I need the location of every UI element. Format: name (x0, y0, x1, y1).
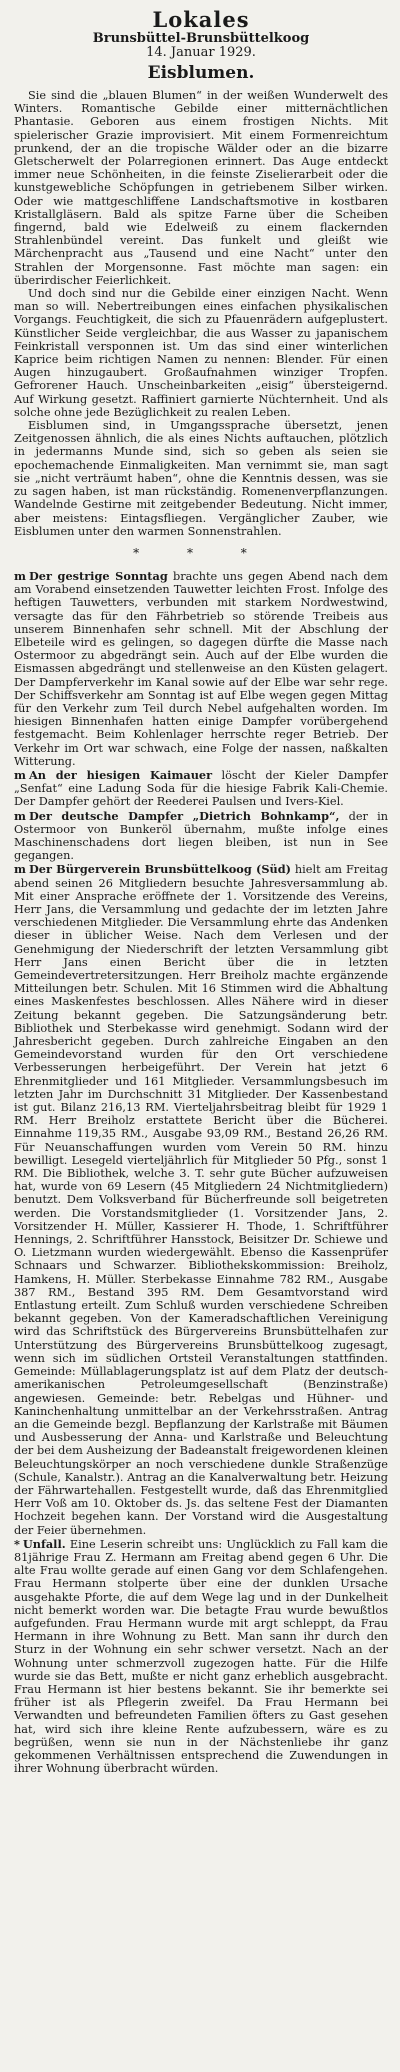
section-separator: * * * (133, 545, 269, 560)
news-item (14, 810, 388, 863)
news-text: brachte uns gegen Abend nach dem am Vorabend einsetzenden Tauwetter leichten Frost. Infolge des heftigen Tauwetters, verbunden mit starkem Nordwestwind, versagte das für den Fährbetrieb so störende Treibeis aus unserem Binnenhafen sehr schnell. Mit der Abschlung der Elbeteile wird es gelingen, so dagegen dürfte die Masse nach Ostermoor zu abgedrängt sein. Auch auf der Elbe wurden die Eismassen abgedrängt und stellenweise an den Küsten gelagert. Der Dampferverkehr im Kanal sowie auf der Elbe war sehr rege. Der Schiffsverkehr am Sonntag ist auf Elbe wegen gegen Mittag für den Verkehr zum Teil durch Nebel aufgehalten worden. Im hiesigen Binnenhafen hatten einige Dampfer vorübergehend festgemacht. Beim Kohlenlager herrschte reger Betrieb. Der Verkehr im Ort war schwach, eine Folge der nassen, naßkalten Witterung. (14, 569, 388, 768)
news-lead: Der Bürgerverein Brunsbüttelkoog (Süd) (28, 862, 291, 877)
news-marker: m (14, 862, 26, 877)
issue-date: 14. Januar 1929. (146, 45, 256, 60)
feuilleton-paragraph: Sie sind die „blauen Blumen“ in der weißen Wunderwelt des Winters. Romantische Gebilde einer mitternächtlichen Phantasie. Geboren aus einem frostigen Nichts. Mit spielerischer Grazie improvisiert. Mit einem Formenreichtum prunkend, der an die tropische Wälder oder an die bizarre Gletscherwelt der Polarregionen erinnert. Das Auge entdeckt immer neue Schönheiten, in die feinste Ziselierarbeit oder die kunstgewebliche Schöpfungen in getriebenem Silber wirken. Oder wie mattgeschliffene Landschaftsmotive in kostbaren Kristallgläsern. Bald als spitze Farne über die Scheiben fingernd, bald wie Edelweiß zu einem flackernden Strahlenbündel vereint. Das funkelt und gleißt wie Märchenpracht aus „Tausend und eine Nacht“ unter den Strahlen der Morgensonne. Fast möchte man sagen: ein überirdischer Feierlichkeit. (14, 89, 388, 287)
news-item (14, 863, 388, 1536)
news-lead: Der gestrige Sonntag (28, 568, 168, 583)
news-item (14, 1538, 388, 1776)
news-text: Eine Leserin schreibt uns: Unglücklich zu Fall kam die 81jährige Frau Z. Hermann am Freitag abend gegen 6 Uhr. Die alte Frau wollte gerade auf einen Gang vor dem Schlafengehen. Frau Hermann stolperte über eine der dunklen Ursache ausgehakte Pforte, die auf dem Wege lag und in der Dunkelheit nicht bemerkt worden war. Die betagte Frau wurde bewußtlos aufgefunden. Frau Hermann wurde mit argt schleppt, da Frau Hermann in ihre Wohnung zu Bett. Man sann ihr durch den Sturz in der Wohnung ein sehr schwer versetzt. Nach an der Wohnung unter schmerzvoll zugezogen hatte. Für die Hilfe wurde sie das Bett, mußte er nicht ganz erheblich ausgebracht. Frau Hermann ist hier bestens bekannt. Sie ihr bemerkte sei früher ist als Pflegerin zweifel. Da Frau Hermann bei Verwandten und befreundeten Familien öfters zu Gast gesehen hat, wird sich ihre kleine Rente aufzubessern, wäre es zu begrüßen, wenn sie nun in der Nächstenliebe ihr ganz gekommenen Verhältnissen entsprechend die Zuwendungen in ihrer Wohnung überbracht würden. (14, 1537, 388, 1776)
feuilleton-body (14, 89, 388, 538)
news-lead: Unfall. (22, 1536, 66, 1551)
local-news (14, 570, 388, 1775)
news-text: löscht der Kieler Dampfer „Senfat“ eine Ladung Soda für die hiesige Fabrik Kali-Chemie. Der Dampfer gehört der Reederei Paulsen und Ivers-Kiel. (14, 768, 388, 809)
news-item (14, 769, 388, 809)
dateline: Brunsbüttel-Brunsbüttelkoog (92, 31, 310, 46)
news-text: der in Ostermoor von Bunkeröl übernahm, mußte infolge eines Maschinenschadens dort liegen bleiben, ist nun in See gegangen. (14, 809, 388, 863)
feuilleton-paragraph: Und doch sind nur die Gebilde einer einzigen Nacht. Wenn man so will. Nebertreibungen eines einfachen physikalischen Vorgangs. Feuchtigkeit, die sich zu Pfauenrädern aufgeplustert. Künstlicher Seide vergleichbar, die aus Wasser zu japanischem Feinkristall versponnen ist. Um das sind einer winterlichen Kaprice beim richtigen Namen zu nennen: Blender. Für einen Augen hinzugaubert. Großaufnahmen winziger Tropfen. Gefrorener Hauch. Unscheinbarkeiten „eisig“ übersteigernd. Auf Wirkung gesetzt. Raffiniert garnierte Nüchternheit. Und als solche ohne jede Bezüglichkeit zu realen Leben. (14, 287, 388, 419)
feuilleton-paragraph: Eisblumen sind, in Umgangssprache übersetzt, jenen Zeitgenossen ähnlich, die als eines Nichts auftauchen, plötzlich in jedermanns Munde sind, sich so geben als seien sie epochemachende Einmaligkeiten. Man vernimmt sie, man sagt sie „nicht verträumt haben“, ohne die Kenntnis dessen, was sie zu sagen haben, ist man rückständig. Romenenverpflanzungen. Wandelnde Gestirne mit zeitgebender Bedeutung. Nicht immer, aber meistens: Eintagsfliegen. Vergänglicher Zauber, wie Eisblumen unter den warmen Sonnenstrahlen. (14, 419, 388, 538)
feuilleton-headline: Eisblumen. (147, 63, 255, 83)
news-text: hielt am Freitag abend seinen 26 Mitgliedern besuchte Jahresversammlung ab. Mit einer Ansprache eröffnete der 1. Vorsitzende des Vereins, Herr Jans, die Versammlung und gedachte der im letzten Jahre verschiedenen Mitglieder. Die Versammlung ehrte das Andenken dieser in üblicher Weise. Nach dem Verlesen und der Genehmigung der Niederschrift der letzten Versammlung gibt Herr Jans einen Bericht über die in letzten Gemeindevertretersitzungen. Herr Breiholz machte ergänzende Mitteilungen betr. Schulen. Mit 16 Stimmen wird die Abhaltung eines Maskenfestes beschlossen. Alles Nähere wird in dieser Zeitung bekannt gegeben. Die Satzungsänderung betr. Bibliothek und Sterbekasse wird genehmigt. Sodann wird der Jahresbericht gegeben. Durch zahlreiche Eingaben an den Gemeindevorstand wurden für den Ort verschiedene Verbesserungen herbeigeführt. Der Verein hat jetzt 6 Ehrenmitglieder und 161 Mitglieder. Versammlungsbesuch im letzten Jahr im Durchschnitt 31 Mitglieder. Der Kassenbestand ist gut. Bilanz 216,13 RM. Vierteljahrsbeitrag bleibt für 1929 1 RM. Herr Breiholz erstattete Bericht über die Bücherei. Einnahme 119,35 RM., Ausgabe 93,09 RM., Bestand 26,26 RM. Für Neuanschaffungen wurden vom Verein 50 RM. hinzu bewilligt. Lesegeld vierteljährlich für Mitglieder 50 Pfg., sonst 1 RM. Die Bibliothek, welche 3. T. sehr gute Bücher aufzuweisen hat, wurde von 69 Lesern (45 Mitgliedern 24 Nichtmitgliedern) benutzt. Dem Volksverband für Bücherfreunde soll beigetreten werden. Die Vorstandsmitglieder (1. Vorsitzender Jans, 2. Vorsitzender H. Müller, Kassierer H. Thode, 1. Schriftführer Hennings, 2. Schriftführer Hansstock, Beisitzer Dr. Schiewe und O. Lietzmann wurden wiedergewählt. Ebenso die Kassenprüfer Schnaars und Schwarzer. Bibliothekskommission: Breiholz, Hamkens, H. Müller. Sterbekasse Einnahme 782 RM., Ausgabe 387 RM., Bestand 395 RM. Dem Gesamtvorstand wird Entlastung erteilt. Zum Schluß wurden verschiedene Schreiben bekannt gegeben. Von der Kameradschaftlichen Vereinigung wird das Schriftstück des Bürgervereins Brunsbüttelhafen zur Unterstützung des Bürgervereins Brunsbüttelkoog zugesagt, wenn sich im südlichen Ortsteil Veranstaltungen stattfinden. Gemeinde: Müllablagerungsplatz ist auf dem Platz der deutsch-amerikanischen Petroleumgesellschaft (Benzinstraße) angewiesen. Gemeinde: betr. Rebelgas und Hühner- und Kaninchenhaltung unmittelbar an der Verkehrsstraßen. Antrag an die Gemeinde bezgl. Bepflanzung der Karlstraße mit Bäumen und Ausbesserung der Anna- und Karlstraße und Beleuchtung der bei dem Ausheizung der Badeanstalt freigewordenen kleinen Beleuchtungskörper an noch verschiedene dunkle Straßenzüge (Schule, Kanalstr.). Antrag an die Kanalverwaltung betr. Heizung der Fährwartehallen. Festgestellt wurde, daß das Ehrenmitglied Herr Voß am 10. Oktober ds. Js. das seltene Fest der Diamanten Hochzeit begehen kann. Der Vorstand wird die Ausgestaltung der Feier übernehmen. (14, 863, 388, 1537)
news-marker: m (14, 808, 26, 823)
news-marker: * (14, 1536, 20, 1551)
news-marker: m (14, 767, 26, 782)
news-lead: An der hiesigen Kaimauer (28, 767, 213, 782)
news-item (14, 570, 388, 768)
news-lead: Der deutsche Dampfer „Dietrich Bohnkamp“, (28, 808, 340, 823)
section-title: Lokales (152, 7, 250, 32)
news-marker: m (14, 568, 26, 583)
